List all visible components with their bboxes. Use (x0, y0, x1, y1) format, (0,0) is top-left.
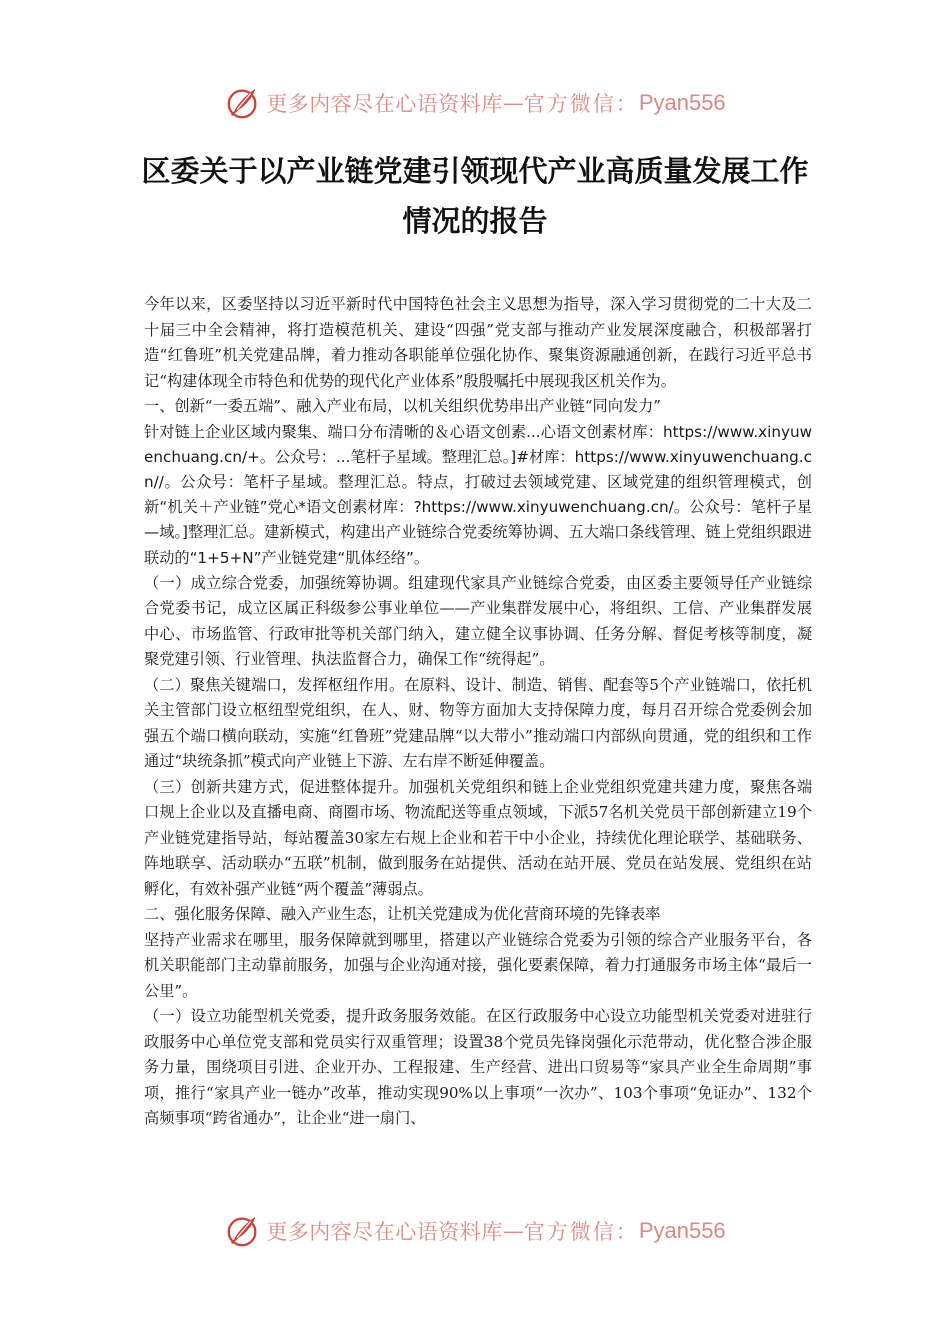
header-banner (0, 80, 950, 126)
paragraph-1-2: （二）聚焦关键端口，发挥枢纽作用。在原料、设计、制造、销售、配套等5个产业链端口，依托机关主管部门设立枢纽型党组织，在人、财、物等方面加大支持保障力度，每月召开综合党委例会加强五个端口横向联动，实施“红鲁班”党建品牌“以大带小”推动端口内部纵向贯通，党的组织和工作通过“块统条抓”模式向产业链上下游、左右岸不断延伸覆盖。 (144, 675, 812, 771)
page-title (120, 146, 830, 246)
banner-separator: — (502, 91, 524, 115)
banner-wechat-label: 官方微信： (523, 92, 639, 116)
paragraph-1-3: （三）创新共建方式，促进整体提升。加强机关党组织和链上企业党组织党建共建力度，聚焦各端口规上企业以及直播电商、商圈市场、物流配送等重点领域，下派57名机关党员干部创新建立19个产业链党建指导站，每站覆盖30家左右规上企业和若干中小企业，持续优化理论联学、基础联务、阵地联享、活动联办“五联”机制，做到服务在站提供、活动在站开展、党员在站发展、党组织在站孵化，有效补强产业链“两个覆盖”薄弱点。 (144, 777, 812, 898)
title-line-2: 情况的报告 (402, 204, 548, 238)
banner-handle: Pyan556 (638, 1218, 726, 1243)
document-body (144, 292, 812, 1132)
banner-text: 更多内容尽在心语资料库 (266, 92, 503, 116)
section-heading-2: 二、强化服务保障、融入产业生态，让机关党建成为优化营商环境的先锋表率 (144, 905, 661, 924)
paragraph-watermarked: 针对链上企业区域内聚集、端口分布清晰的＆心语文创素...心语文创素材库：https://www.xinyuwenchuang.cn/+。公众号：...笔杆子星域。整理汇总。]#材库：https://www.xinyuwenchuang.cn//。公众号：笔杆子星域。整理汇总。特点，打破过去领域党建、区域党建的组织管理模式，创新“机关＋产业链”党心*语文创素材库：?https://www.xinyuwenchuang.cn/。公众号：笔杆子星—域。]整理汇总。建新模式，构建出产业链综合党委统筹协调、五大端口条线管理、链上党组织跟进联动的“1+5+N”产业链党建“肌体经络”。 (144, 422, 812, 567)
banner-separator: — (502, 1219, 524, 1243)
section-heading-1: 一、创新“一委五端”、融入产业布局，以机关组织优势串出产业链“同向发力” (144, 397, 662, 415)
footer-banner (0, 1208, 950, 1254)
banner-text: 更多内容尽在心语资料库 (266, 1220, 503, 1244)
quill-pen-logo-icon (224, 1212, 262, 1250)
paragraph-2-1: （一）设立功能型机关党委，提升政务服务效能。在区行政服务中心设立功能型机关党委对进驻行政服务中心单位党支部和党员实行双重管理；设置38个党员先锋岗强化示范带动，优化整合涉企服务力量，围绕项目引进、企业开办、工程报建、生产经营、进出口贸易等“家具产业全生命周期”事项，推行“家具产业一链办”改革，推动实现90%以上事项“一次办”、103个事项“免证办”、132个高频事项“跨省通办”，让企业“进一扇门、 (144, 1007, 812, 1128)
quill-pen-logo-icon (224, 84, 262, 122)
banner-wechat-label: 官方微信： (523, 1220, 639, 1244)
paragraph-intro: 今年以来，区委坚持以习近平新时代中国特色社会主义思想为指导，深入学习贯彻党的二十大及二十届三中全会精神，将打造模范机关、建设“四强”党支部与推动产业发展深度融合，积极部署打造“红鲁班”机关党建品牌，着力推动各职能单位强化协作、聚集资源融通创新，在践行习近平总书记“构建体现全市特色和优势的现代化产业体系”殷殷嘱托中展现我区机关作为。 (144, 295, 812, 390)
title-line-1: 区委关于以产业链党建引领现代产业高质量发展工作 (141, 154, 809, 188)
banner-handle: Pyan556 (638, 90, 726, 115)
paragraph-1-1: （一）成立综合党委，加强统筹协调。组建现代家具产业链综合党委，由区委主要领导任产业链综合党委书记，成立区属正科级参公事业单位——产业集群发展中心，将组织、工信、产业集群发展中心、市场监管、行政审批等机关部门纳入，建立健全议事协调、任务分解、督促考核等制度，凝聚党建引领、行业管理、执法监督合力，确保工作“统得起”。 (144, 573, 812, 669)
paragraph-2-intro: 坚持产业需求在哪里，服务保障就到哪里，搭建以产业链综合党委为引领的综合产业服务平台，各机关职能部门主动靠前服务，加强与企业沟通对接，强化要素保障，着力打通服务市场主体“最后一公里”。 (144, 930, 812, 1000)
